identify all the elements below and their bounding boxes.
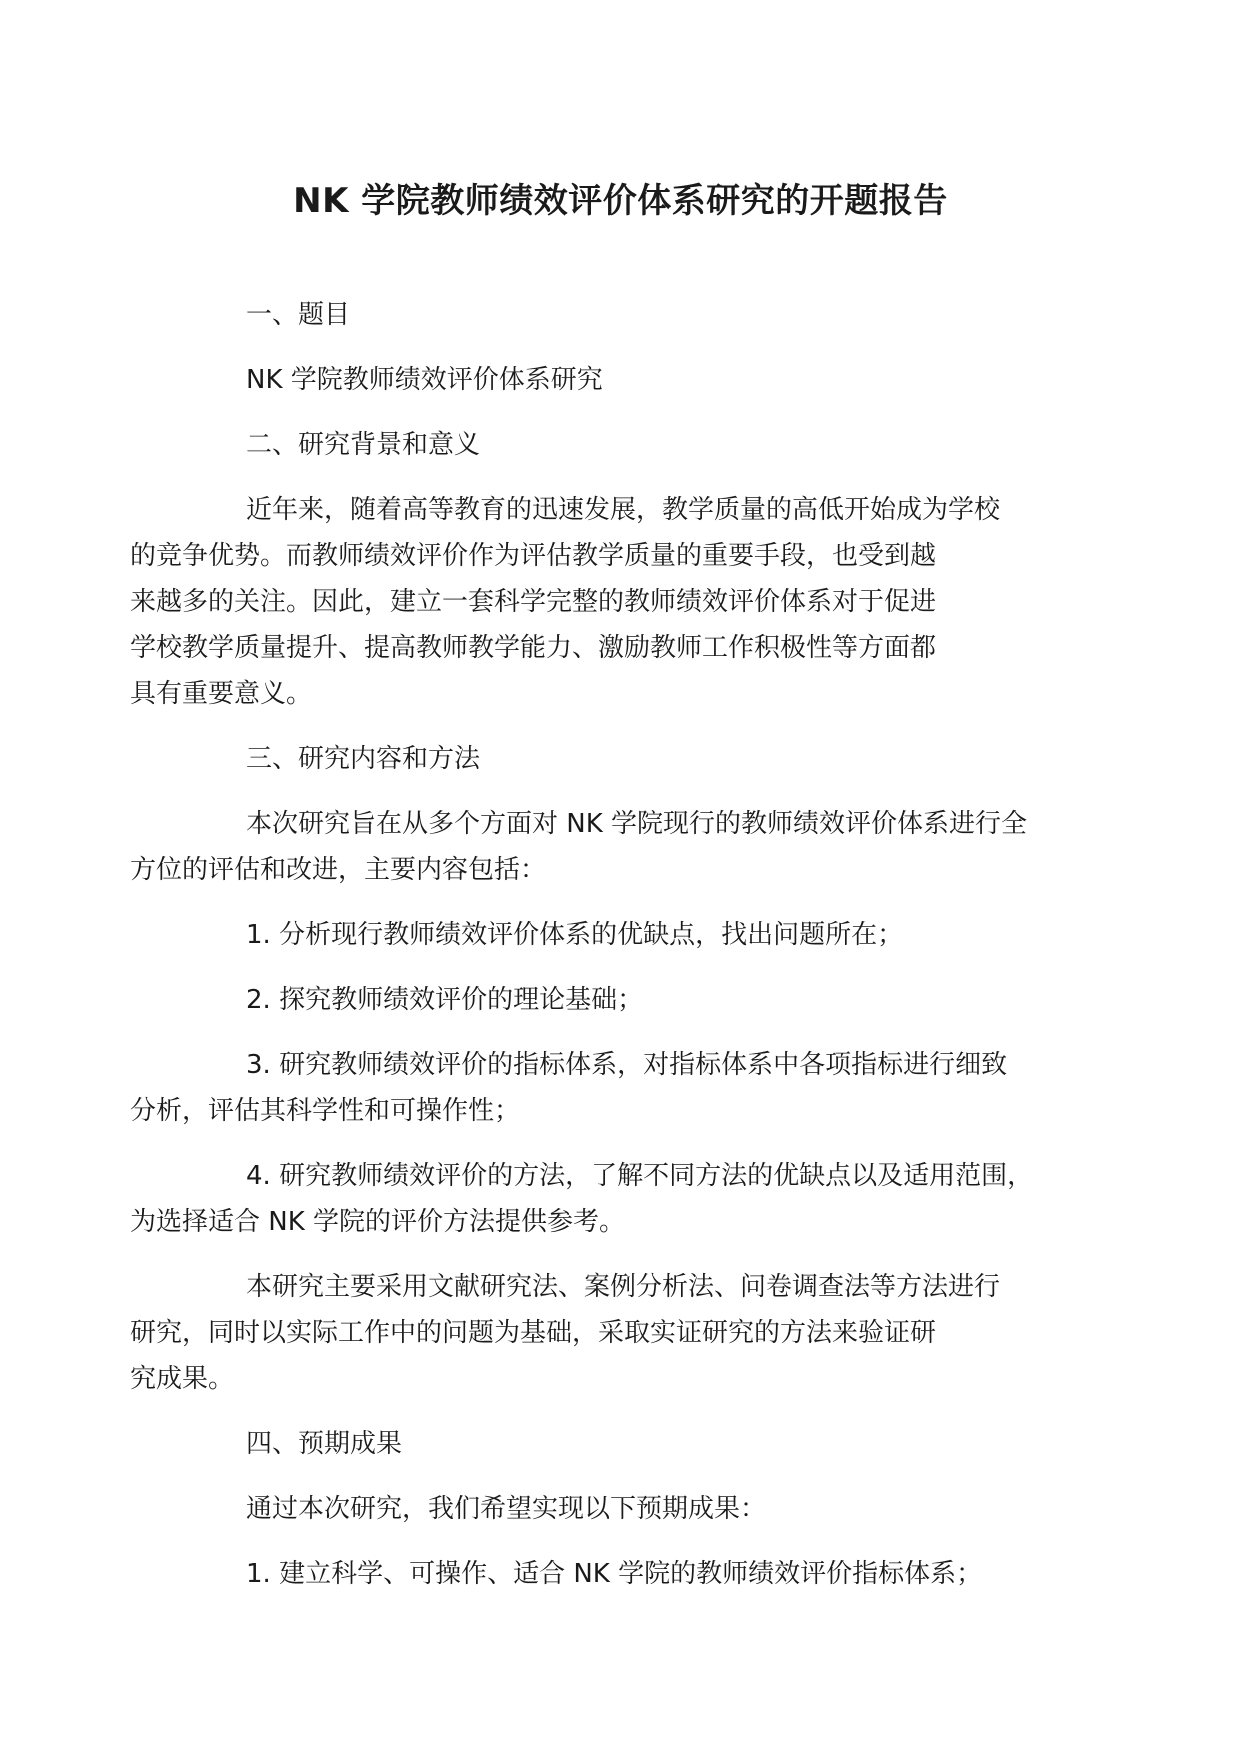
paragraph-line: 1. 建立科学、可操作、适合 NK 学院的教师绩效评价指标体系； [246, 1559, 983, 1589]
paragraph-line: 三、研究内容和方法 [246, 744, 481, 774]
paragraph-line: NK 学院教师绩效评价体系研究 [246, 365, 603, 395]
document-body [130, 292, 1088, 1616]
paragraph [130, 487, 1088, 717]
paragraph-line: 3. 研究教师绩效评价的指标体系，对指标体系中各项指标进行细致 [246, 1050, 1008, 1080]
paragraph-line: 来越多的关注。因此，建立一套科学完整的教师绩效评价体系对于促进 [130, 587, 937, 617]
paragraph-line: 究成果。 [130, 1364, 235, 1394]
paragraph [188, 912, 1088, 958]
paragraph-line: 研究，同时以实际工作中的问题为基础，采取实证研究的方法来验证研 [130, 1318, 937, 1348]
paragraph [188, 1421, 1088, 1467]
paragraph-line: 为选择适合 NK 学院的评价方法提供参考。 [130, 1207, 626, 1237]
document-title: NK 学院教师绩效评价体系研究的开题报告 [293, 181, 948, 221]
paragraph [130, 1264, 1088, 1402]
paragraph-line: 的竞争优势。而教师绩效评价作为评估教学质量的重要手段，也受到越 [130, 541, 937, 571]
paragraph-line: 近年来，随着高等教育的迅速发展，教学质量的高低开始成为学校 [246, 495, 1001, 525]
paragraph [130, 1042, 1088, 1134]
paragraph-line: 具有重要意义。 [130, 679, 313, 709]
paragraph-line: 四、预期成果 [246, 1429, 403, 1459]
paragraph-line: 学校教学质量提升、提高教师教学能力、激励教师工作积极性等方面都 [130, 633, 937, 663]
paragraph-line: 4. 研究教师绩效评价的方法，了解不同方法的优缺点以及适用范围， [246, 1161, 1034, 1191]
paragraph [130, 1153, 1088, 1245]
paragraph-line: 本次研究旨在从多个方面对 NK 学院现行的教师绩效评价体系进行全 [246, 809, 1028, 839]
paragraph [188, 1551, 1088, 1597]
paragraph [130, 801, 1088, 893]
paragraph [188, 1486, 1088, 1532]
paragraph-line: 一、题目 [246, 300, 351, 330]
paragraph [188, 292, 1088, 338]
paragraph-line: 2. 探究教师绩效评价的理论基础； [246, 985, 644, 1015]
paragraph [188, 736, 1088, 782]
paragraph [188, 422, 1088, 468]
paragraph [188, 977, 1088, 1023]
paragraph-line: 通过本次研究，我们希望实现以下预期成果： [246, 1494, 767, 1524]
paragraph-line: 本研究主要采用文献研究法、案例分析法、问卷调查法等方法进行 [246, 1272, 1001, 1302]
paragraph-line: 1. 分析现行教师绩效评价体系的优缺点，找出问题所在； [246, 920, 904, 950]
paragraph-line: 分析，评估其科学性和可操作性； [130, 1096, 521, 1126]
paragraph-line: 方位的评估和改进，主要内容包括： [130, 855, 547, 885]
paragraph-line: 二、研究背景和意义 [246, 430, 481, 460]
paragraph [188, 357, 1088, 403]
